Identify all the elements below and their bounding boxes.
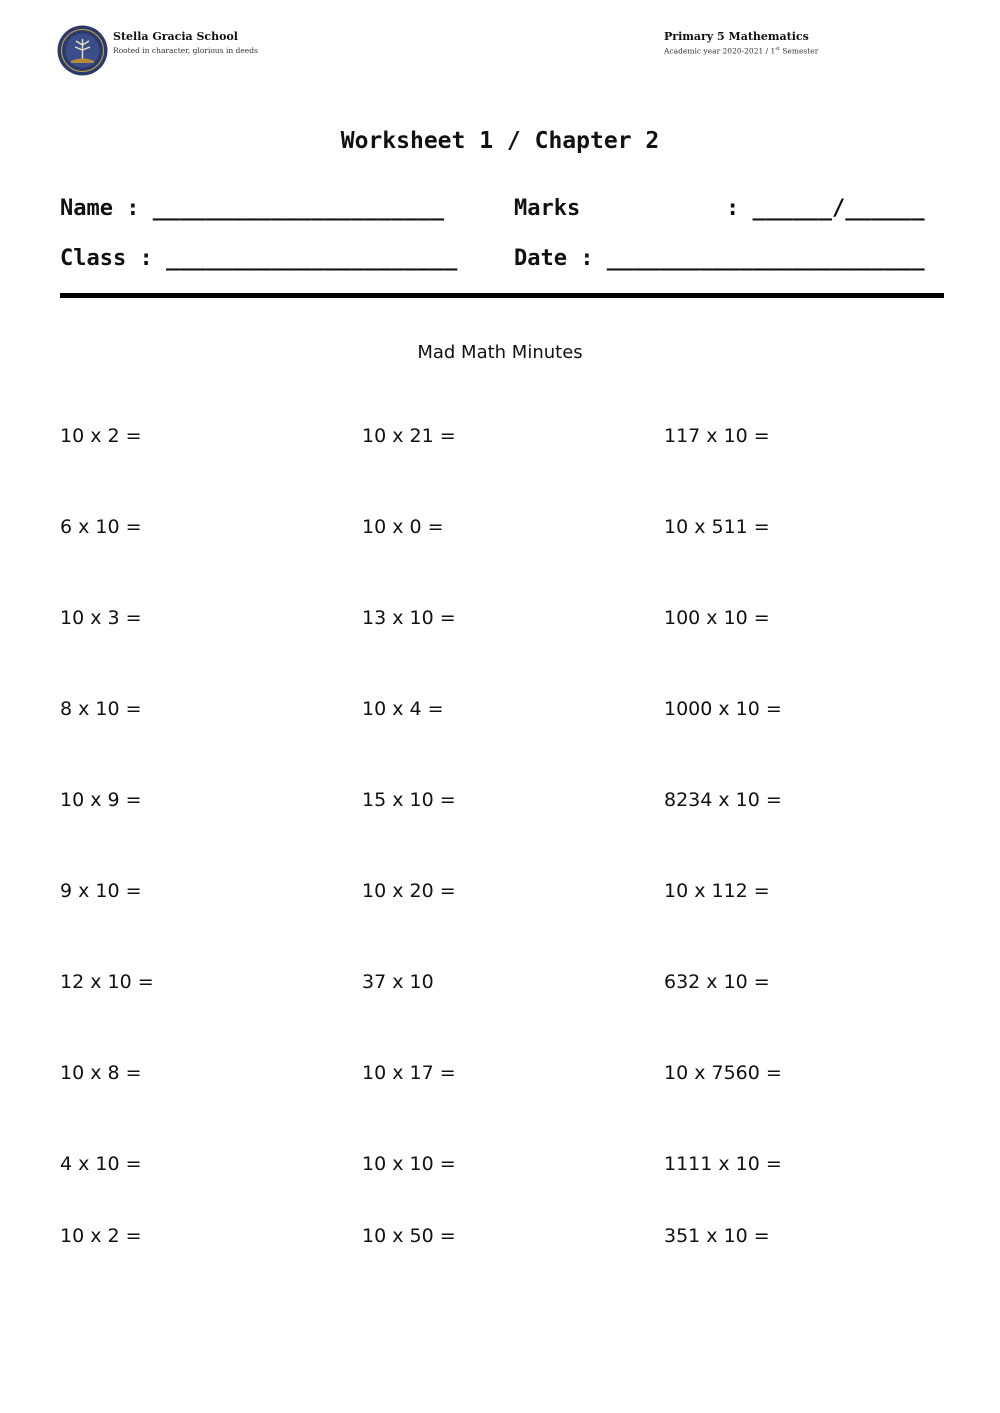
problem-item: 10 x 10 =: [362, 1153, 456, 1175]
problem-item: 9 x 10 =: [60, 880, 142, 902]
problem-item: 1111 x 10 =: [664, 1153, 782, 1175]
school-logo: [57, 25, 108, 76]
problem-item: 10 x 8 =: [60, 1062, 142, 1084]
marks-label: Marks: [514, 196, 581, 221]
marks-field[interactable]: : ______/______: [726, 196, 925, 221]
section-subtitle: Mad Math Minutes: [417, 342, 583, 363]
problem-item: 10 x 50 =: [362, 1225, 456, 1247]
school-motto: Rooted in character, glorious in deeds: [113, 46, 258, 55]
header-divider: [60, 293, 944, 298]
problem-item: 13 x 10 =: [362, 607, 456, 629]
problem-item: 351 x 10 =: [664, 1225, 770, 1247]
subject-label: Primary 5 Mathematics: [664, 30, 809, 43]
worksheet-title: Worksheet 1 / Chapter 2: [340, 128, 660, 154]
problem-item: 10 x 112 =: [664, 880, 770, 902]
problem-item: 10 x 2 =: [60, 425, 142, 447]
problem-item: 10 x 20 =: [362, 880, 456, 902]
date-field[interactable]: Date : ________________________: [514, 246, 925, 271]
class-field[interactable]: Class : ______________________: [60, 246, 458, 271]
problem-item: 117 x 10 =: [664, 425, 770, 447]
name-field[interactable]: Name : ______________________: [60, 196, 445, 221]
problem-item: 8234 x 10 =: [664, 789, 782, 811]
problem-item: 12 x 10 =: [60, 971, 154, 993]
problem-item: 10 x 7560 =: [664, 1062, 782, 1084]
problem-item: 100 x 10 =: [664, 607, 770, 629]
problem-item: 10 x 21 =: [362, 425, 456, 447]
problem-item: 10 x 3 =: [60, 607, 142, 629]
problem-item: 632 x 10 =: [664, 971, 770, 993]
problem-item: 4 x 10 =: [60, 1153, 142, 1175]
problem-item: 10 x 4 =: [362, 698, 444, 720]
academic-year: Academic year 2020-2021 / 1st Semester: [664, 46, 819, 56]
problem-item: 6 x 10 =: [60, 516, 142, 538]
problem-item: 10 x 0 =: [362, 516, 444, 538]
school-name: Stella Gracia School: [113, 30, 238, 43]
problem-item: 10 x 2 =: [60, 1225, 142, 1247]
problem-item: 15 x 10 =: [362, 789, 456, 811]
problem-item: 10 x 511 =: [664, 516, 770, 538]
problem-item: 8 x 10 =: [60, 698, 142, 720]
problem-item: 1000 x 10 =: [664, 698, 782, 720]
problem-item: 10 x 9 =: [60, 789, 142, 811]
problem-item: 10 x 17 =: [362, 1062, 456, 1084]
problem-item: 37 x 10: [362, 971, 434, 993]
